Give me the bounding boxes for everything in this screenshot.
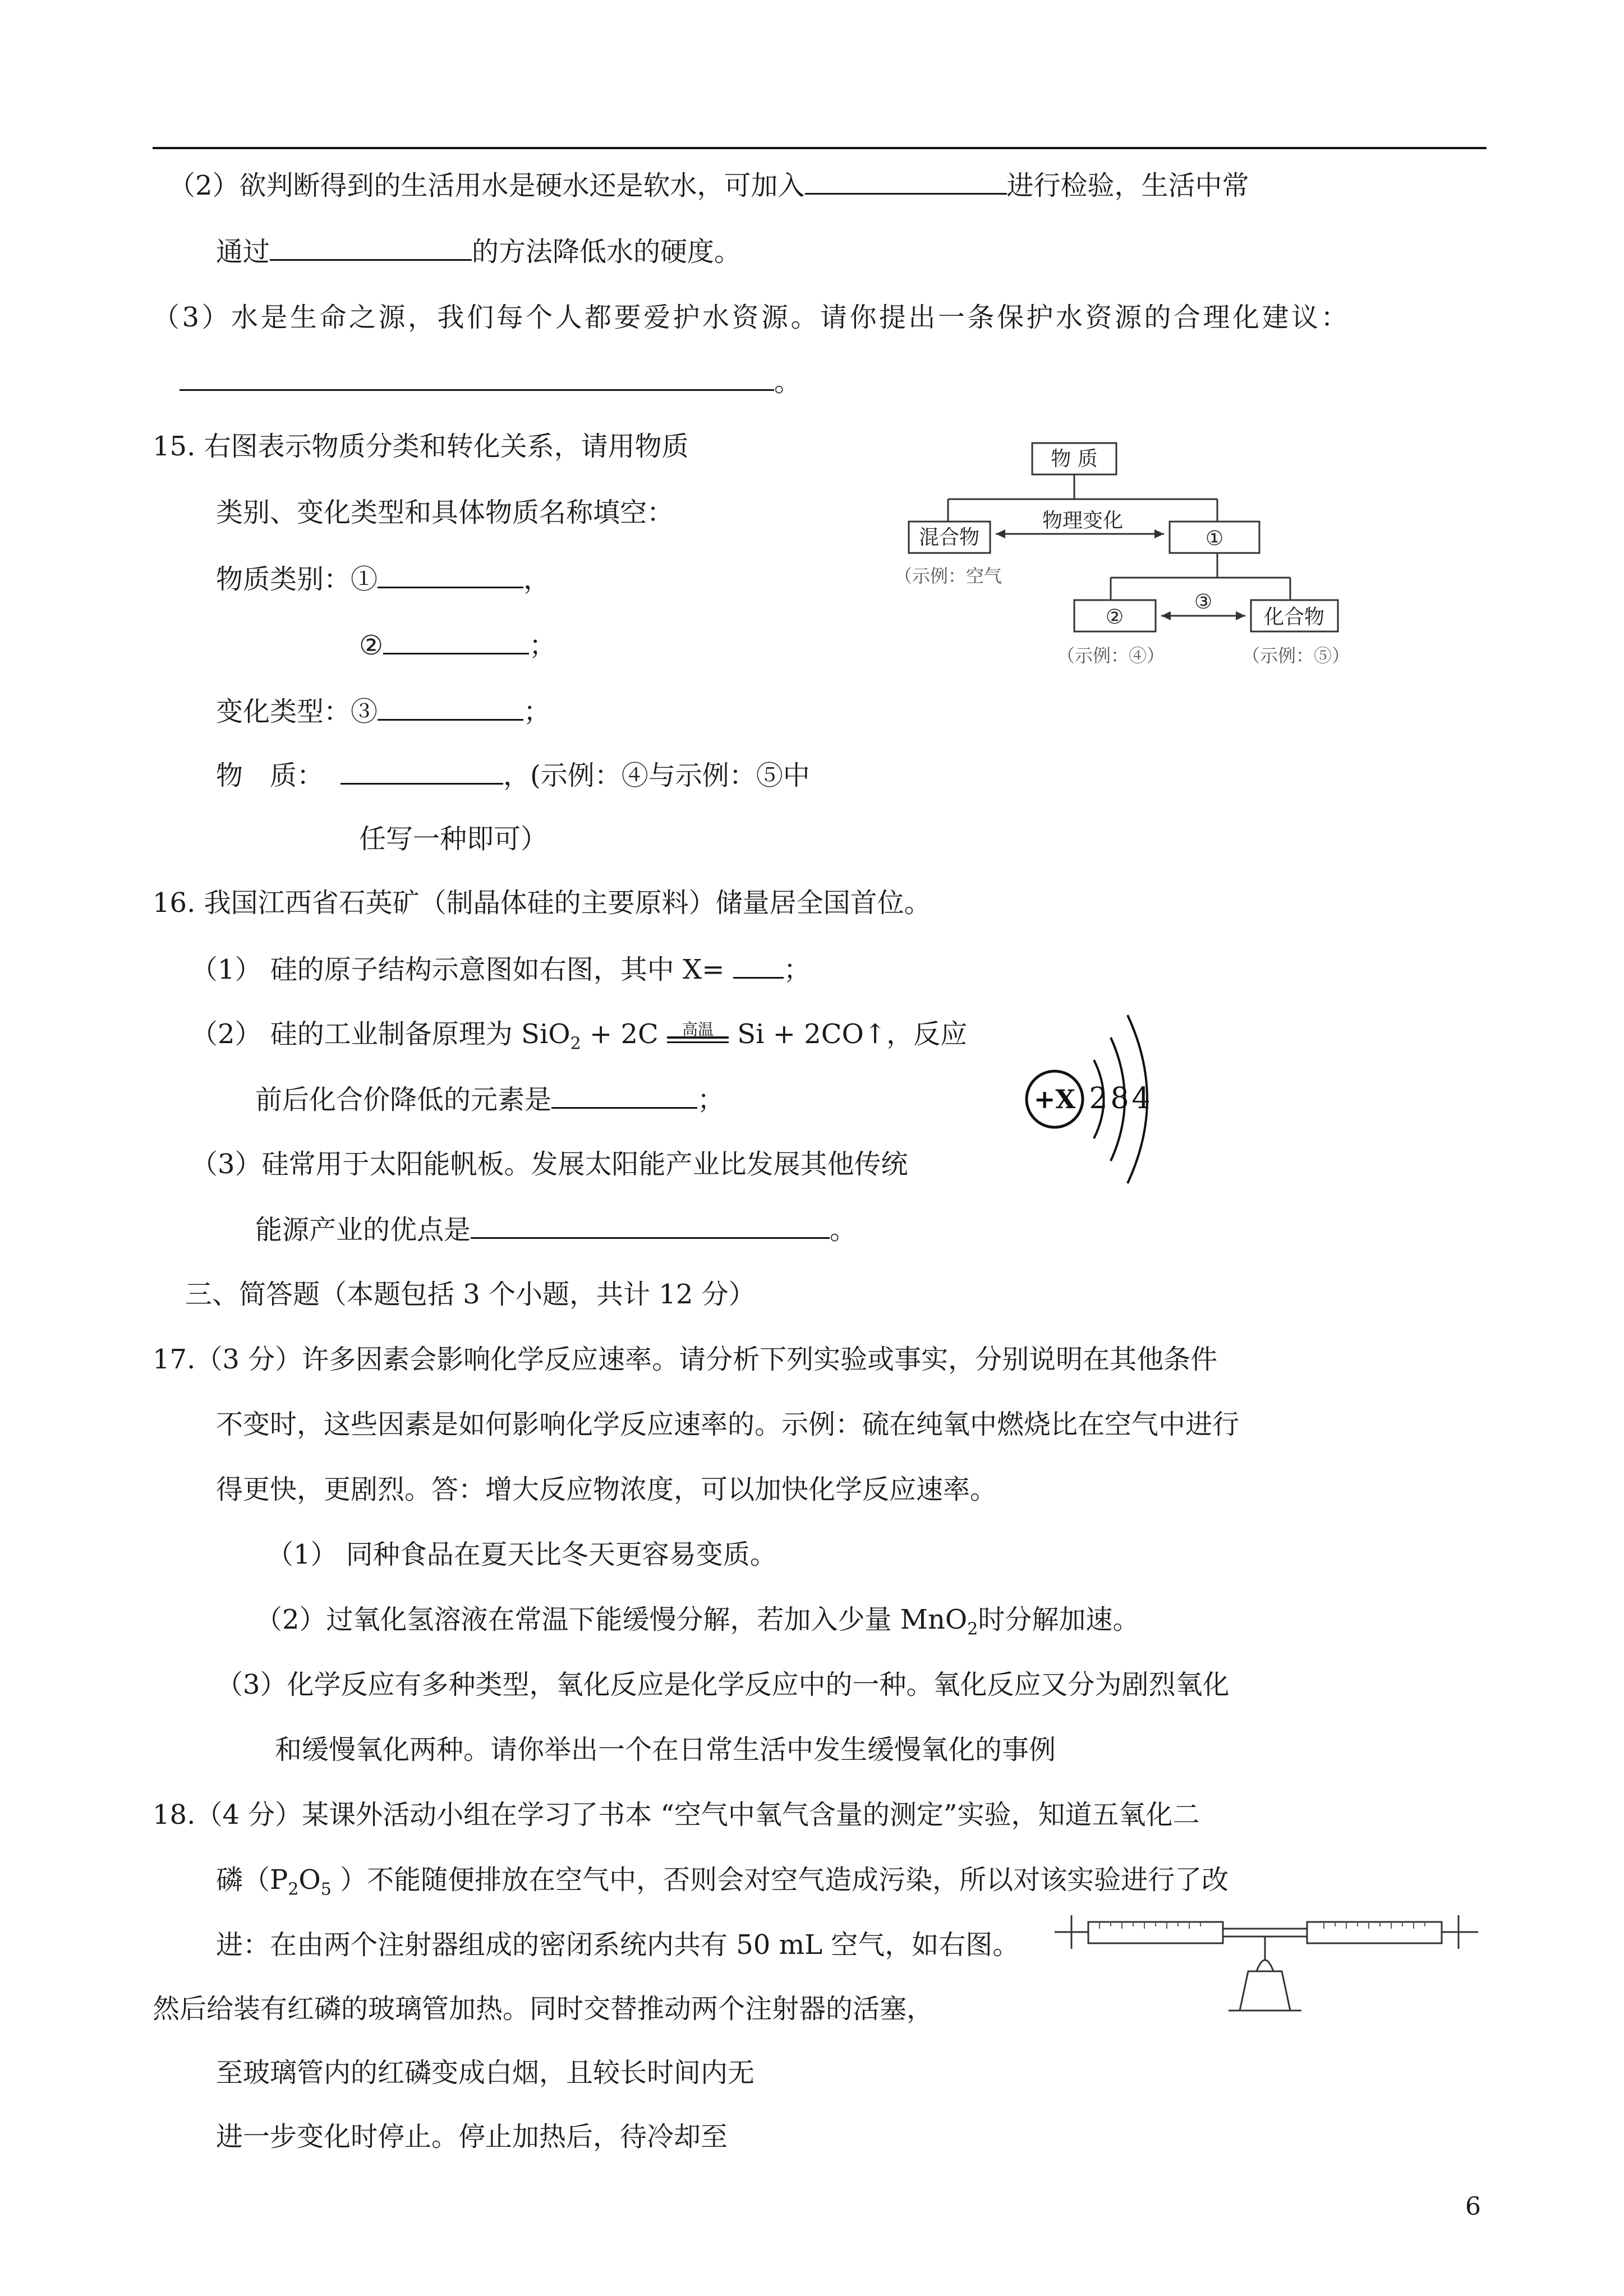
q14-part3-answer-line (180, 365, 801, 399)
section-3-heading: 三、简答题（本题包括 3 个小题，共计 12 分） (185, 1279, 756, 1310)
glass-tube (1223, 1929, 1307, 1937)
q14-part2-line1 (168, 168, 1249, 202)
diagram-example-5: （示例：⑤） (1241, 645, 1350, 666)
answer-blank[interactable] (383, 628, 529, 654)
shell-electrons-1: 2 (1089, 1082, 1108, 1115)
q18-line4: 然后给装有红磷的玻璃管加热。同时交替推动两个注射器的活塞， (153, 1993, 934, 2025)
q16-p2-pre: （2） 硅的工业制备原理为 SiO (191, 1018, 571, 1050)
q17-sub3-line2: 和缓慢氧化两种。请你举出一个在日常生活中发生缓慢氧化的事例 (275, 1734, 1056, 1765)
answer-blank[interactable] (805, 168, 1007, 195)
punct: ； (783, 954, 811, 985)
q18-l2-mid: O (298, 1864, 321, 1896)
flame (1257, 1960, 1273, 1971)
answer-blank[interactable] (733, 952, 784, 979)
q17-s2-pre: （2）过氧化氢溶液在常温下能缓慢分解，若加入少量 MnO (255, 1604, 968, 1635)
q15-matter (216, 758, 810, 792)
q16-p2-line2-text: 前后化合价降低的元素是 (255, 1084, 552, 1115)
shell-electrons-3: 4 (1131, 1082, 1151, 1115)
page-number: 6 (1465, 2192, 1481, 2221)
q15-matter-label: 物 质： (216, 760, 324, 791)
diagram-example-4: （示例：④） (1056, 645, 1165, 666)
q16-intro: 16. 我国江西省石英矿（制晶体硅的主要原料）储量居全国首位。 (153, 887, 931, 919)
q16-p1-text: （1） 硅的原子结构示意图如右图，其中 X= (191, 954, 725, 985)
answer-blank[interactable] (471, 1212, 830, 1239)
q17-s2-post: 时分解加速。 (978, 1604, 1140, 1635)
q16-part2 (191, 1017, 967, 1061)
q14-part2-line2 (216, 234, 741, 269)
subscript: 2 (570, 1034, 581, 1054)
nucleus-charge: +X (1033, 1084, 1076, 1114)
q14-p2-text-c: 通过 (216, 236, 270, 268)
q15-change-type (216, 694, 550, 729)
punct: ， (523, 564, 551, 595)
diagram-label-3: ③ (1194, 591, 1213, 614)
q18-l2-post: ）不能随便排放在空气中，否则会对空气造成污染，所以对该实验进行了改 (331, 1864, 1229, 1896)
header-rule (153, 147, 1487, 149)
syringe-apparatus-diagram (1055, 1910, 1481, 2039)
answer-blank[interactable] (270, 234, 472, 261)
q14-p2-text-a: （2）欲判断得到的生活用水是硬水还是软水，可加入 (168, 170, 805, 201)
silicon-atom-diagram (1010, 1004, 1200, 1228)
q16-p2-post: Si + 2CO↑，反应 (729, 1018, 968, 1050)
answer-blank[interactable] (341, 758, 503, 785)
punct: ； (523, 696, 551, 727)
answer-blank[interactable] (180, 365, 774, 391)
q15-line1: 15. 右图表示物质分类和转化关系，请用物质 (153, 431, 689, 462)
q16-part1 (191, 952, 811, 986)
diagram-label-physical: 物理变化 (1042, 509, 1124, 532)
q15-matter-tail2: 任写一种即可） (359, 823, 548, 855)
diagram-example-air: （示例：空气 (894, 565, 1002, 587)
q15-cat1-label: 物质类别：① (216, 564, 378, 595)
answer-blank[interactable] (551, 1082, 697, 1109)
right-syringe-barrel (1307, 1922, 1442, 1943)
subscript: 2 (288, 1879, 299, 1899)
q17-line1: 17.（3 分）许多因素会影响化学反应速率。请分析下列实验或事实，分别说明在其他条件 (153, 1344, 1218, 1375)
reaction-condition (667, 1021, 729, 1043)
subscript: 5 (320, 1879, 332, 1899)
q16-p3-line2-text: 能源产业的优点是 (255, 1214, 471, 1246)
q16-part3: （3）硅常用于太阳能帆板。发展太阳能产业比发展其他传统 (191, 1149, 908, 1180)
q17-sub3: （3）化学反应有多种类型，氧化反应是化学反应中的一种。氧化反应又分为剧烈氧化 (216, 1669, 1230, 1700)
q15-line2: 类别、变化类型和具体物质名称填空： (216, 497, 674, 528)
answer-blank[interactable] (378, 562, 523, 588)
q18-line3: 进：在由两个注射器组成的密闭系统内共有 50 mL 空气，如右图。 (216, 1929, 1020, 1961)
period: 。 (830, 1214, 857, 1246)
q15-change-label: 变化类型：③ (216, 696, 378, 727)
shell-electrons-2: 8 (1110, 1082, 1129, 1115)
q14-p2-text-d: 的方法降低水的硬度。 (472, 236, 742, 268)
alcohol-lamp (1240, 1971, 1290, 2011)
q18-line1: 18.（4 分）某课外活动小组在学习了书本 “空气中氧气含量的测定”实验，知道五氧化二 (153, 1799, 1200, 1831)
q15-matter-tail: ，(示例：④与示例：⑤中 (503, 760, 810, 791)
answer-blank[interactable] (378, 694, 523, 721)
q18-line2 (216, 1863, 1229, 1907)
q17-sub2 (255, 1603, 1139, 1647)
q15-cat2-label: ② (359, 630, 384, 661)
q17-line2: 不变时，这些因素是如何影响化学反应速率的。示例：硫在纯氧中燃烧比在空气中进行 (216, 1409, 1240, 1440)
diagram-label-1: ① (1205, 527, 1224, 550)
condition-high-temp: 高温 (682, 1020, 714, 1039)
diagram-label-mixture: 混合物 (918, 526, 980, 549)
q15-category-2 (359, 628, 556, 662)
diagram-label-2: ② (1105, 606, 1124, 629)
q16-part2-line2 (255, 1082, 724, 1117)
q17-sub1: （1） 同种食品在夏天比冬天更容易变质。 (266, 1539, 777, 1570)
q16-p2-mid: + 2C (581, 1018, 668, 1050)
q17-line3: 得更快，更剧烈。答：增大反应物浓度，可以加快化学反应速率。 (216, 1474, 997, 1505)
q18-line6: 进一步变化时停止。停止加热后，待冷却至 (216, 2121, 728, 2152)
diagram-label-matter: 物 质 (1051, 448, 1098, 471)
q14-part3: （3）水是生命之源，我们每个人都要爱护水资源。请你提出一条保护水资源的合理化建议： (153, 302, 1351, 333)
q18-l2-pre: 磷（P (216, 1864, 288, 1896)
punct: ； (697, 1084, 725, 1115)
q18-line5: 至玻璃管内的红磷变成白烟，且较长时间内无 (216, 2057, 755, 2088)
punct: ； (529, 630, 556, 661)
subscript: 2 (967, 1619, 978, 1639)
q15-category-1 (216, 562, 550, 596)
diagram-label-compound: 化合物 (1263, 606, 1325, 629)
q16-part3-line2 (255, 1212, 857, 1247)
classification-diagram (864, 432, 1369, 701)
period: 。 (774, 366, 802, 398)
q14-p2-text-b: 进行检验，生活中常 (1006, 170, 1249, 201)
